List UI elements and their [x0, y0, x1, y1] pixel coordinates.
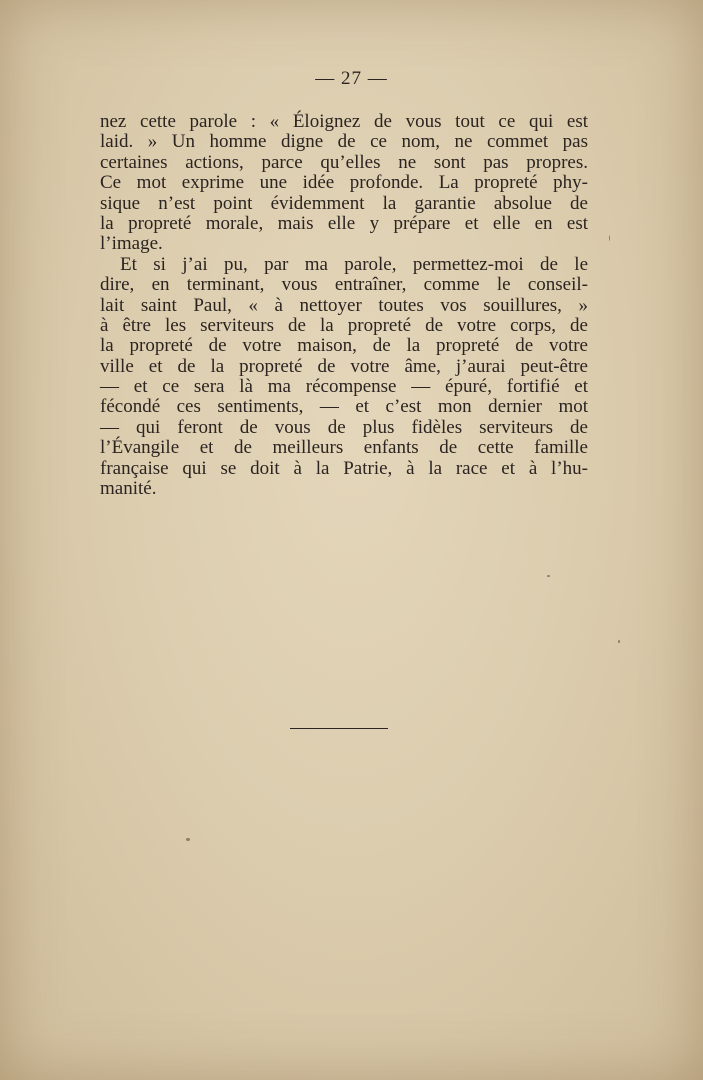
text-line: laid. » Un homme digne de ce nom, ne commet pas	[100, 131, 588, 153]
text-line: française qui se doit à la Patrie, à la race et à l’hu-	[100, 457, 588, 479]
text-line: la propreté de votre maison, de la propreté de votre	[100, 335, 588, 357]
text-line: Ce mot exprime une idée profonde. La propreté phy-	[100, 172, 588, 194]
text-line: lait saint Paul, « à nettoyer toutes vos souillures, »	[100, 294, 588, 316]
text-line: dire, en terminant, vous entraîner, comme le conseil-	[100, 274, 588, 296]
paper-speck	[186, 838, 190, 841]
text-line: sique n’est point évidemment la garantie absolue de	[100, 192, 588, 214]
text-line-paragraph-end: manité.	[100, 478, 157, 500]
text-line: — et ce sera là ma récompense — épuré, fortifié et	[100, 376, 588, 398]
text-line: l’Évangile et de meilleurs enfants de cette famille	[100, 437, 588, 459]
text-line: certaines actions, parce qu’elles ne sont pas propres.	[100, 151, 588, 173]
text-line: nez cette parole : « Éloignez de vous tout ce qui est	[100, 111, 588, 132]
paper-speck	[609, 235, 610, 241]
text-line: la propreté morale, mais elle y prépare et elle en est	[100, 212, 588, 234]
section-divider	[290, 728, 388, 729]
text-line-paragraph-start: Et si j’ai pu, par ma parole, permettez-moi de le	[120, 253, 588, 275]
body-text	[100, 112, 588, 499]
text-line-paragraph-end: l’image.	[100, 233, 163, 255]
paper-speck	[618, 640, 620, 643]
page-number: — 27 —	[315, 68, 388, 89]
text-line: fécondé ces sentiments, — et c’est mon dernier mot	[100, 396, 588, 418]
text-line: à être les serviteurs de la propreté de votre corps, de	[100, 314, 588, 336]
paper-speck	[547, 575, 550, 577]
text-line: — qui feront de vous de plus fidèles serviteurs de	[100, 416, 588, 438]
text-line: ville et de la propreté de votre âme, j’aurai peut-être	[100, 355, 588, 377]
